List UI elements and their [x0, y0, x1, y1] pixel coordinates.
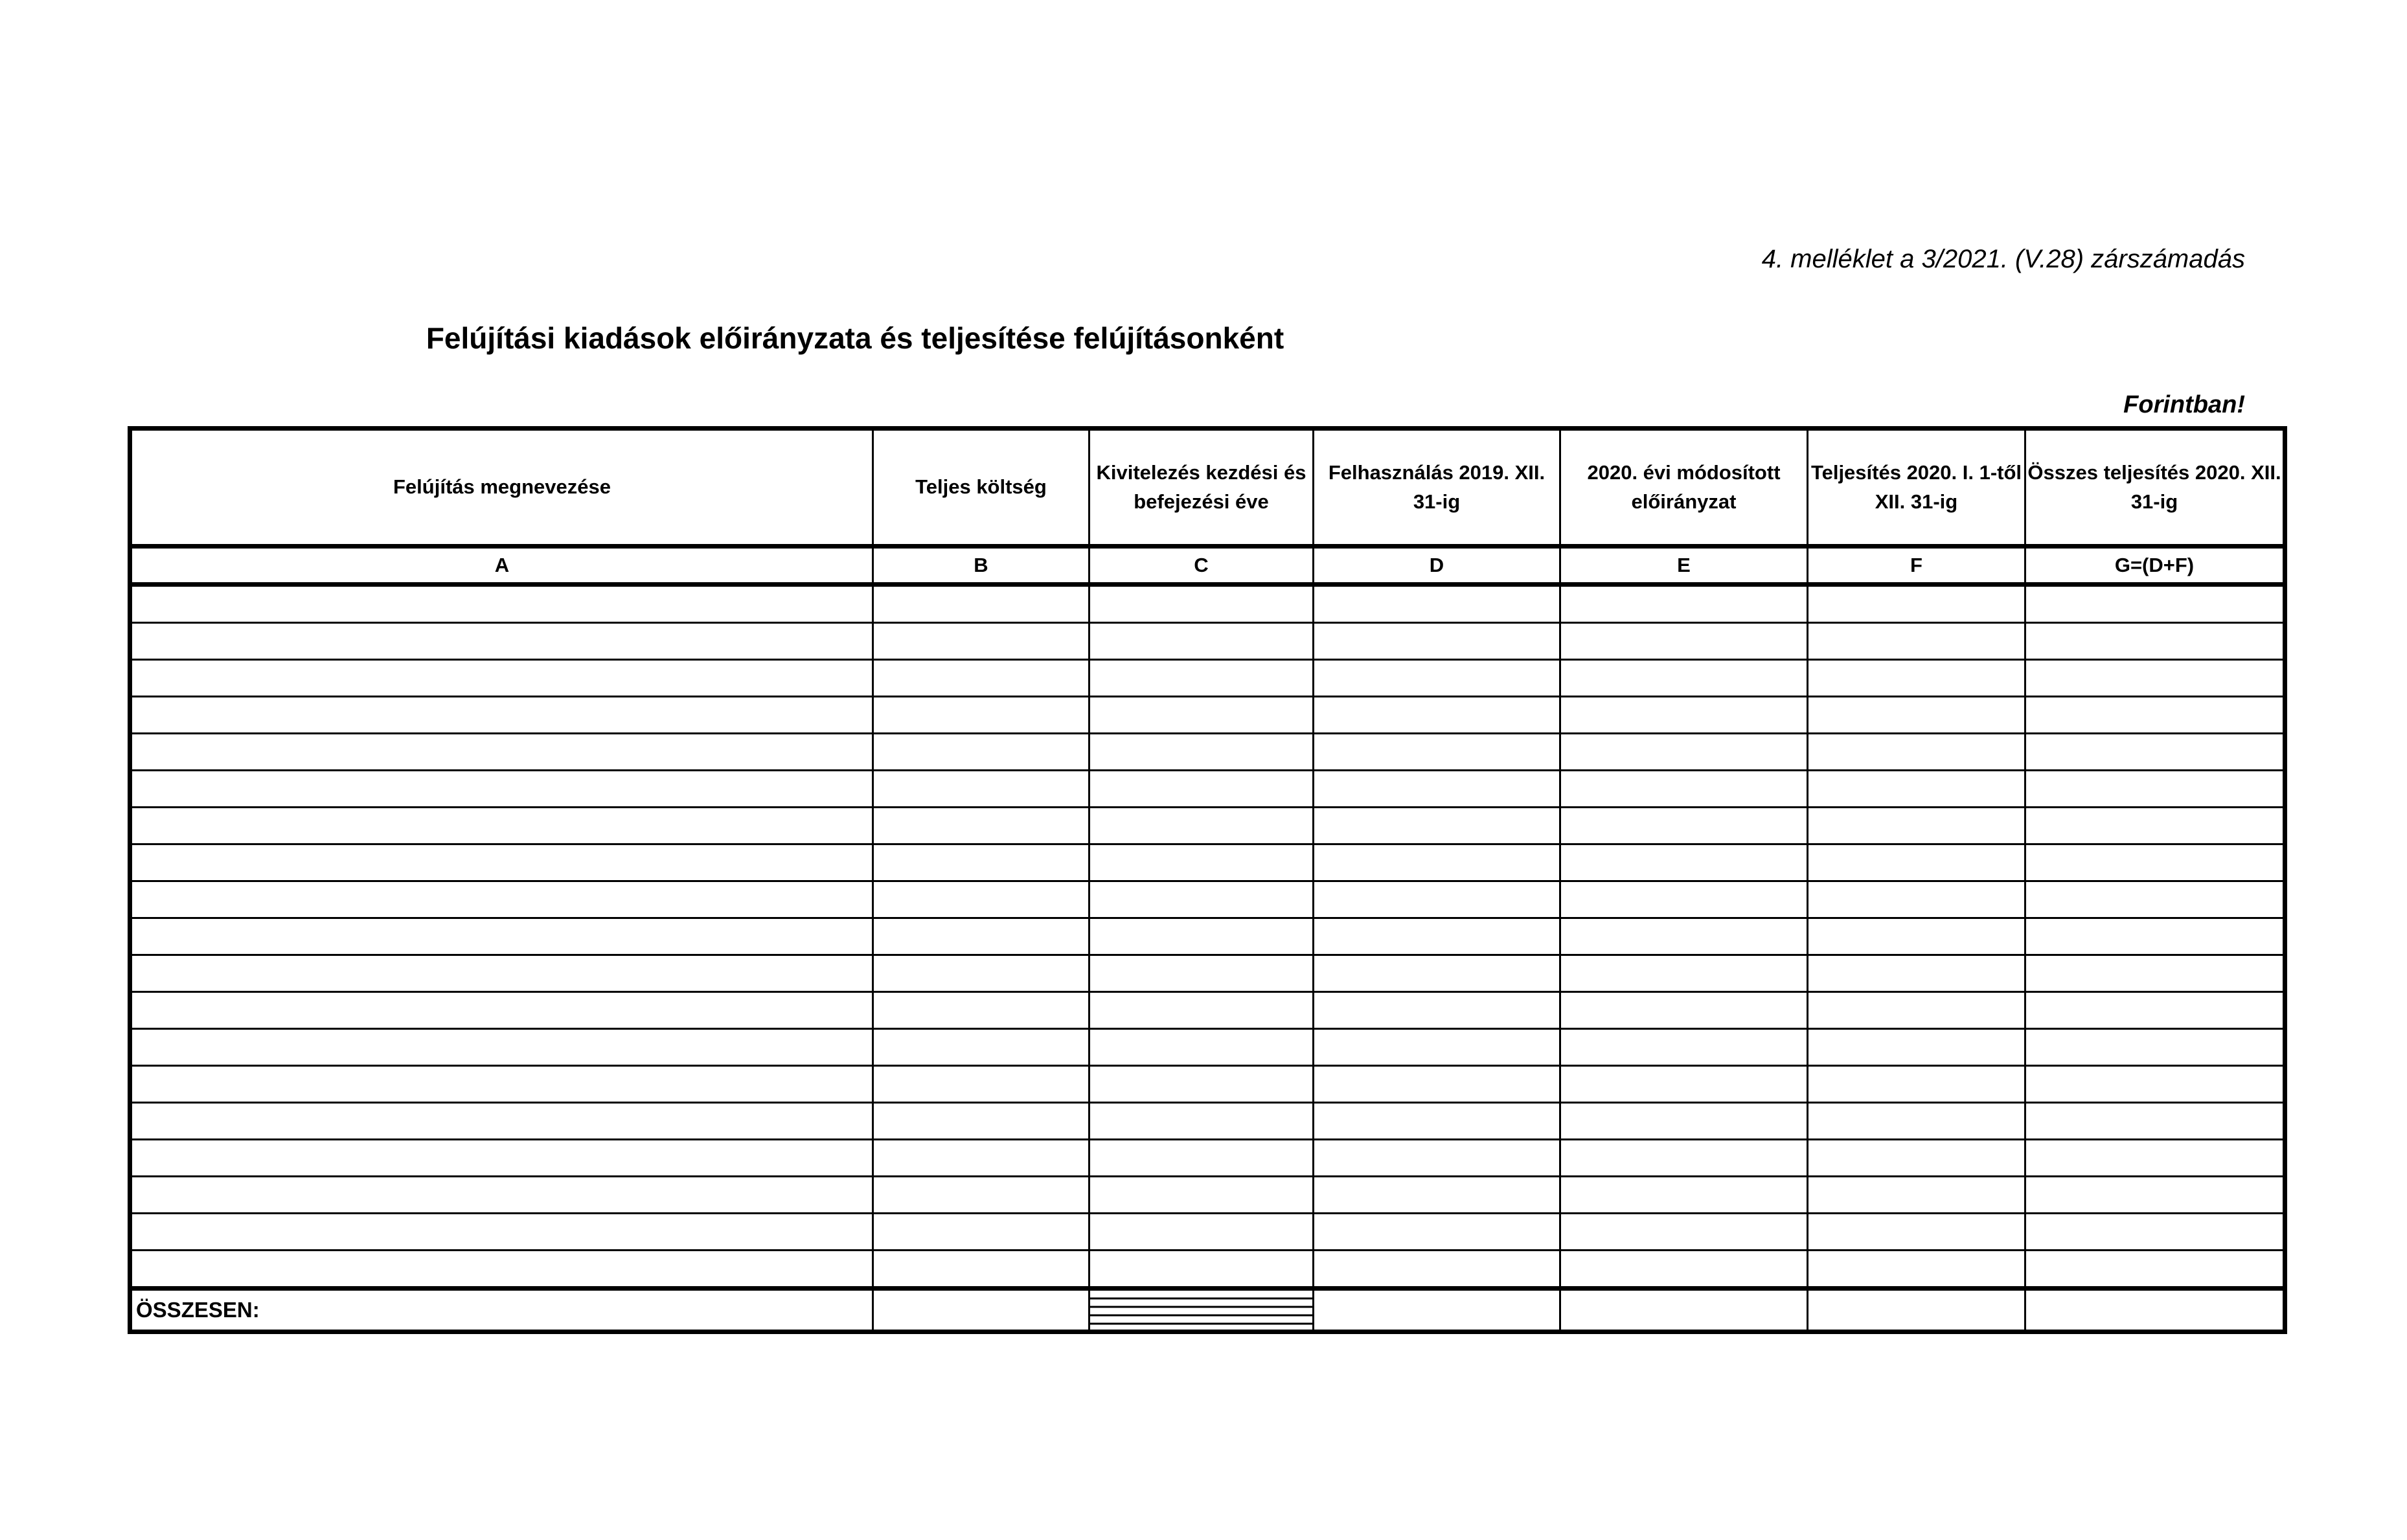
table-cell[interactable]	[1089, 1140, 1314, 1177]
table-cell[interactable]	[1560, 585, 1808, 623]
table-cell[interactable]	[2025, 1029, 2285, 1066]
table-cell[interactable]	[873, 992, 1089, 1029]
table-cell[interactable]	[1808, 808, 2025, 844]
table-cell[interactable]	[130, 844, 873, 881]
column-letter-row	[130, 547, 2285, 585]
table-cell[interactable]	[130, 1066, 873, 1103]
table-cell[interactable]	[1089, 1029, 1314, 1066]
table-cell[interactable]	[1314, 660, 1560, 697]
column-letter: C	[1089, 547, 1314, 585]
table-row	[130, 1140, 2285, 1177]
table-row	[130, 808, 2285, 844]
table-cell[interactable]	[2025, 660, 2285, 697]
table-row	[130, 585, 2285, 623]
table-cell[interactable]	[1089, 881, 1314, 918]
table-cell[interactable]	[1808, 660, 2025, 697]
table-cell[interactable]	[2025, 844, 2285, 881]
table-cell[interactable]	[1808, 1066, 2025, 1103]
table-cell[interactable]	[1560, 1177, 1808, 1214]
table-row	[130, 1214, 2285, 1251]
table-cell[interactable]	[873, 808, 1089, 844]
table-cell[interactable]	[2025, 955, 2285, 992]
table-cell[interactable]	[873, 660, 1089, 697]
table-cell[interactable]	[130, 1251, 873, 1289]
total-row	[130, 1289, 2285, 1332]
table-cell[interactable]	[873, 771, 1089, 808]
table-cell[interactable]	[1808, 623, 2025, 660]
table-cell[interactable]	[1560, 1214, 1808, 1251]
table-cell[interactable]	[130, 1177, 873, 1214]
table-cell[interactable]	[1089, 623, 1314, 660]
table-cell[interactable]	[2025, 697, 2285, 734]
table-cell[interactable]	[1089, 697, 1314, 734]
table-cell[interactable]	[1089, 844, 1314, 881]
table-cell[interactable]	[873, 1029, 1089, 1066]
table-cell[interactable]	[1808, 881, 2025, 918]
table-cell[interactable]	[2025, 1251, 2285, 1289]
table-cell[interactable]	[130, 808, 873, 844]
total-label: ÖSSZESEN:	[130, 1289, 873, 1332]
table-row	[130, 771, 2285, 808]
table-cell[interactable]	[2025, 1214, 2285, 1251]
table-row	[130, 881, 2285, 918]
table-cell[interactable]	[873, 1214, 1089, 1251]
table-cell[interactable]	[1089, 660, 1314, 697]
table-cell[interactable]	[873, 1066, 1089, 1103]
table-cell[interactable]	[1560, 1103, 1808, 1140]
table-row	[130, 1029, 2285, 1066]
table-cell[interactable]	[1560, 1029, 1808, 1066]
table-cell[interactable]	[1560, 697, 1808, 734]
column-header-f: Teljesítés 2020. I. 1-től XII. 31-ig	[1808, 429, 2025, 547]
table-cell[interactable]	[130, 660, 873, 697]
table-cell[interactable]	[1560, 844, 1808, 881]
table-cell[interactable]	[1089, 1177, 1314, 1214]
table-cell[interactable]	[1314, 918, 1560, 955]
table-cell[interactable]	[873, 955, 1089, 992]
table-row	[130, 1066, 2285, 1103]
table-cell[interactable]	[1560, 1140, 1808, 1177]
table-row	[130, 734, 2285, 771]
table-cell[interactable]	[1314, 808, 1560, 844]
table-cell[interactable]	[873, 1177, 1089, 1214]
page-title: Felújítási kiadások előirányzata és teljesítése felújításonként	[426, 321, 1284, 355]
table-cell[interactable]	[873, 881, 1089, 918]
table-cell[interactable]	[1808, 734, 2025, 771]
table-cell[interactable]	[1808, 1103, 2025, 1140]
table-cell[interactable]	[130, 1140, 873, 1177]
table-cell[interactable]	[873, 844, 1089, 881]
table-cell[interactable]	[130, 918, 873, 955]
table-cell[interactable]	[1808, 1251, 2025, 1289]
table-cell[interactable]	[1314, 623, 1560, 660]
table-row	[130, 992, 2285, 1029]
table-row	[130, 918, 2285, 955]
table-cell[interactable]	[1089, 808, 1314, 844]
table-cell[interactable]	[1314, 1214, 1560, 1251]
table-cell[interactable]	[130, 697, 873, 734]
table-cell[interactable]	[873, 1140, 1089, 1177]
table-cell[interactable]	[1314, 955, 1560, 992]
table-cell[interactable]	[1560, 1251, 1808, 1289]
table-cell[interactable]	[1314, 771, 1560, 808]
table-cell[interactable]	[1808, 918, 2025, 955]
table-cell[interactable]	[130, 1103, 873, 1140]
table-cell[interactable]	[2025, 771, 2285, 808]
table-cell[interactable]	[1314, 1029, 1560, 1066]
renovation-table	[128, 426, 2287, 1334]
table-cell[interactable]	[1808, 1214, 2025, 1251]
table-cell[interactable]	[2025, 881, 2285, 918]
table-cell[interactable]	[1560, 881, 1808, 918]
column-letter: D	[1314, 547, 1560, 585]
column-header-a: Felújítás megnevezése	[130, 429, 873, 547]
table-row	[130, 697, 2285, 734]
table-cell[interactable]	[1560, 955, 1808, 992]
table-row	[130, 623, 2285, 660]
column-letter: E	[1560, 547, 1808, 585]
table-row	[130, 660, 2285, 697]
total-cell[interactable]	[2025, 1289, 2285, 1332]
table-cell[interactable]	[1808, 955, 2025, 992]
table-cell[interactable]	[1808, 992, 2025, 1029]
column-letter: F	[1808, 547, 2025, 585]
table-cell[interactable]	[1560, 623, 1808, 660]
table-cell[interactable]	[1314, 992, 1560, 1029]
table-cell[interactable]	[2025, 992, 2285, 1029]
table-cell[interactable]	[130, 585, 873, 623]
table-cell[interactable]	[130, 881, 873, 918]
table-cell[interactable]	[1314, 734, 1560, 771]
table-cell[interactable]	[1808, 771, 2025, 808]
table-cell[interactable]	[1089, 771, 1314, 808]
table-cell[interactable]	[1089, 1103, 1314, 1140]
table-cell[interactable]	[1314, 585, 1560, 623]
table-cell[interactable]	[873, 1103, 1089, 1140]
table-cell[interactable]	[2025, 1140, 2285, 1177]
column-header-e: 2020. évi módosított előirányzat	[1560, 429, 1808, 547]
table-cell[interactable]	[1089, 992, 1314, 1029]
table-cell[interactable]	[1808, 844, 2025, 881]
table-cell[interactable]	[2025, 1103, 2285, 1140]
table-cell[interactable]	[130, 1029, 873, 1066]
table-cell[interactable]	[873, 734, 1089, 771]
table-cell[interactable]	[2025, 1066, 2285, 1103]
table-cell[interactable]	[2025, 808, 2285, 844]
table-cell[interactable]	[2025, 918, 2285, 955]
total-cell[interactable]	[873, 1289, 1089, 1332]
annex-note: 4. melléklet a 3/2021. (V.28) zárszámadás	[1761, 245, 2245, 273]
table-cell[interactable]	[1560, 660, 1808, 697]
table-cell[interactable]	[1560, 734, 1808, 771]
column-letter: A	[130, 547, 873, 585]
table-cell[interactable]	[1314, 1140, 1560, 1177]
table-cell[interactable]	[1560, 918, 1808, 955]
table-cell[interactable]	[1560, 1066, 1808, 1103]
table-row	[130, 955, 2285, 992]
table-cell[interactable]	[130, 992, 873, 1029]
table-cell[interactable]	[1089, 955, 1314, 992]
total-cell-hatched	[1089, 1289, 1314, 1332]
table-cell[interactable]	[1808, 1177, 2025, 1214]
table-cell[interactable]	[1560, 992, 1808, 1029]
column-header-g: Összes teljesítés 2020. XII. 31-ig	[2025, 429, 2285, 547]
table-row	[130, 844, 2285, 881]
table-cell[interactable]	[1560, 808, 1808, 844]
table-cell[interactable]	[2025, 623, 2285, 660]
table-cell[interactable]	[873, 697, 1089, 734]
table-cell[interactable]	[130, 771, 873, 808]
table-cell[interactable]	[1808, 697, 2025, 734]
table-cell[interactable]	[873, 1251, 1089, 1289]
column-letter: B	[873, 547, 1089, 585]
table-row	[130, 1251, 2285, 1289]
table-row	[130, 1177, 2285, 1214]
table-cell[interactable]	[1089, 1066, 1314, 1103]
table-cell[interactable]	[1560, 771, 1808, 808]
table-cell[interactable]	[130, 955, 873, 992]
table-cell[interactable]	[1314, 697, 1560, 734]
table-cell[interactable]	[1808, 585, 2025, 623]
table-cell[interactable]	[2025, 734, 2285, 771]
table-cell[interactable]	[2025, 1177, 2285, 1214]
table-cell[interactable]	[1314, 1066, 1560, 1103]
column-header-b: Teljes költség	[873, 429, 1089, 547]
table-cell[interactable]	[873, 623, 1089, 660]
table-cell[interactable]	[130, 1214, 873, 1251]
total-cell[interactable]	[1560, 1289, 1808, 1332]
total-cell[interactable]	[1808, 1289, 2025, 1332]
table-cell[interactable]	[130, 623, 873, 660]
table-cell[interactable]	[130, 734, 873, 771]
table-cell[interactable]	[1089, 1251, 1314, 1289]
table-cell[interactable]	[1314, 1177, 1560, 1214]
table-cell[interactable]	[873, 918, 1089, 955]
table-cell[interactable]	[1314, 881, 1560, 918]
table-cell[interactable]	[1089, 585, 1314, 623]
table-cell[interactable]	[1808, 1029, 2025, 1066]
table-cell[interactable]	[1089, 734, 1314, 771]
table-cell[interactable]	[1089, 918, 1314, 955]
table-cell[interactable]	[873, 585, 1089, 623]
header-row	[130, 429, 2285, 547]
total-cell[interactable]	[1314, 1289, 1560, 1332]
table-cell[interactable]	[2025, 585, 2285, 623]
unit-note: Forintban!	[2123, 391, 2245, 418]
column-header-d: Felhasználás 2019. XII. 31-ig	[1314, 429, 1560, 547]
column-header-c: Kivitelezés kezdési és befejezési éve	[1089, 429, 1314, 547]
table-cell[interactable]	[1089, 1214, 1314, 1251]
table-cell[interactable]	[1314, 1103, 1560, 1140]
table-cell[interactable]	[1314, 1251, 1560, 1289]
table-row	[130, 1103, 2285, 1140]
table-cell[interactable]	[1808, 1140, 2025, 1177]
column-letter: G=(D+F)	[2025, 547, 2285, 585]
table-cell[interactable]	[1314, 844, 1560, 881]
